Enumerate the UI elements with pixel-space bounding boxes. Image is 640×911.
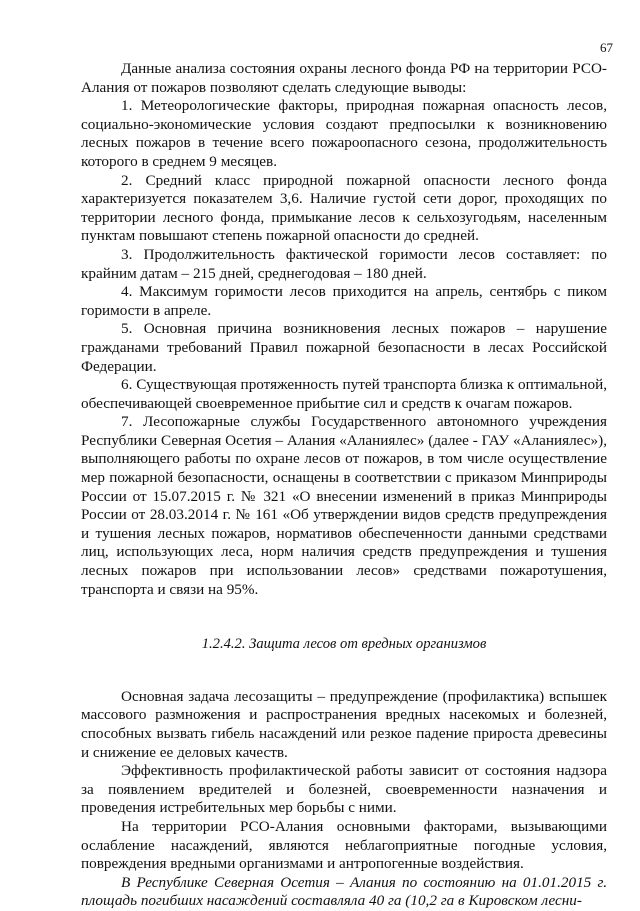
conclusion-3: 3. Продолжительность фактической горимости лесов составляет: по крайним датам – 215 дней, среднегодовая – 180 дней. <box>81 245 607 282</box>
page-number: 67 <box>600 40 613 55</box>
forest-protection-paragraph-3: На территории РСО-Алания основными факторами, вызывающими ослабление насаждений, являются неблагоприятные погодные условия, повреждения вредными организмами и антропогенные воздействия. <box>81 817 607 873</box>
conclusion-2: 2. Средний класс природной пожарной опасности лесного фонда характеризуется показателем 3,6. Наличие густой сети дорог, проходящих по территории лесного фонда, примыкание лесов к сельхозугодьям, населенным пунктам повышают степень пожарной опасности до средней. <box>81 171 607 245</box>
conclusion-4: 4. Максимум горимости лесов приходится на апрель, сентябрь с пиком горимости в апреле. <box>81 283 607 319</box>
conclusion-5: 5. Основная причина возникновения лесных пожаров – нарушение гражданами требований Правил пожарной безопасности в лесах Российской Федерации. <box>81 320 607 375</box>
conclusion-7: 7. Лесопожарные службы Государственного автономного учреждения Республики Северная Осетия – Алания «Аланиялес» (далее - ГАУ «Аланиялес»), выполняющего работы по охране лесов от пожаров, в том числе осуществление мер пожарной безопасности, оснащены в соответствии с приказом Минприроды России от 15.07.2015 г. № 321 «О внесении изменений в приказ Минприроды России от 28.03.2014 г. № 161 «Об утверждении видов средств предупреждения и тушения лесных пожаров, нормативов обеспеченности данными средствами лиц, использующих леса, норм наличия средств предупреждения и тушения лесных пожаров при использовании лесов» средствами пожаротушения, транспорта и связи на 95%. <box>81 413 607 598</box>
forest-protection-paragraph-italic: В Республике Северная Осетия – Алания по состоянию на 01.01.2015 г. площадь погибших насаждений составляла 40 га (10,2 га в Кировском лесни- <box>81 873 607 910</box>
document-body <box>81 60 607 911</box>
conclusion-1: 1. Метеорологические факторы, природная пожарная опасность лесов, социально-экономические условия создают предпосылки к возникновению лесных пожаров в течение всего пожароопасного сезона, продолжительность которого в среднем 9 месяцев. <box>81 97 607 170</box>
intro-paragraph: Данные анализа состояния охраны лесного фонда РФ на территории РСО-Алания от пожаров позволяют сделать следующие выводы: <box>81 60 607 96</box>
conclusion-6: 6. Существующая протяженность путей транспорта близка к оптимальной, обеспечивающей своевременное прибытие сил и средств к очагам пожаров. <box>81 376 607 412</box>
forest-protection-paragraph-2: Эффективность профилактической работы зависит от состояния надзора за появлением вредителей и болезней, своевременности назначения и проведения истребительных мер борьбы с ними. <box>81 762 607 817</box>
section-heading: 1.2.4.2. Защита лесов от вредных организмов <box>201 636 487 653</box>
forest-protection-paragraph-1: Основная задача лесозащиты – предупреждение (профилактика) вспышек массового размножения и распространения вредных насекомых и болезней, способных вызвать гибель насаждений или резкое падение прироста древесины и снижение ее деловых качеств. <box>81 687 607 761</box>
